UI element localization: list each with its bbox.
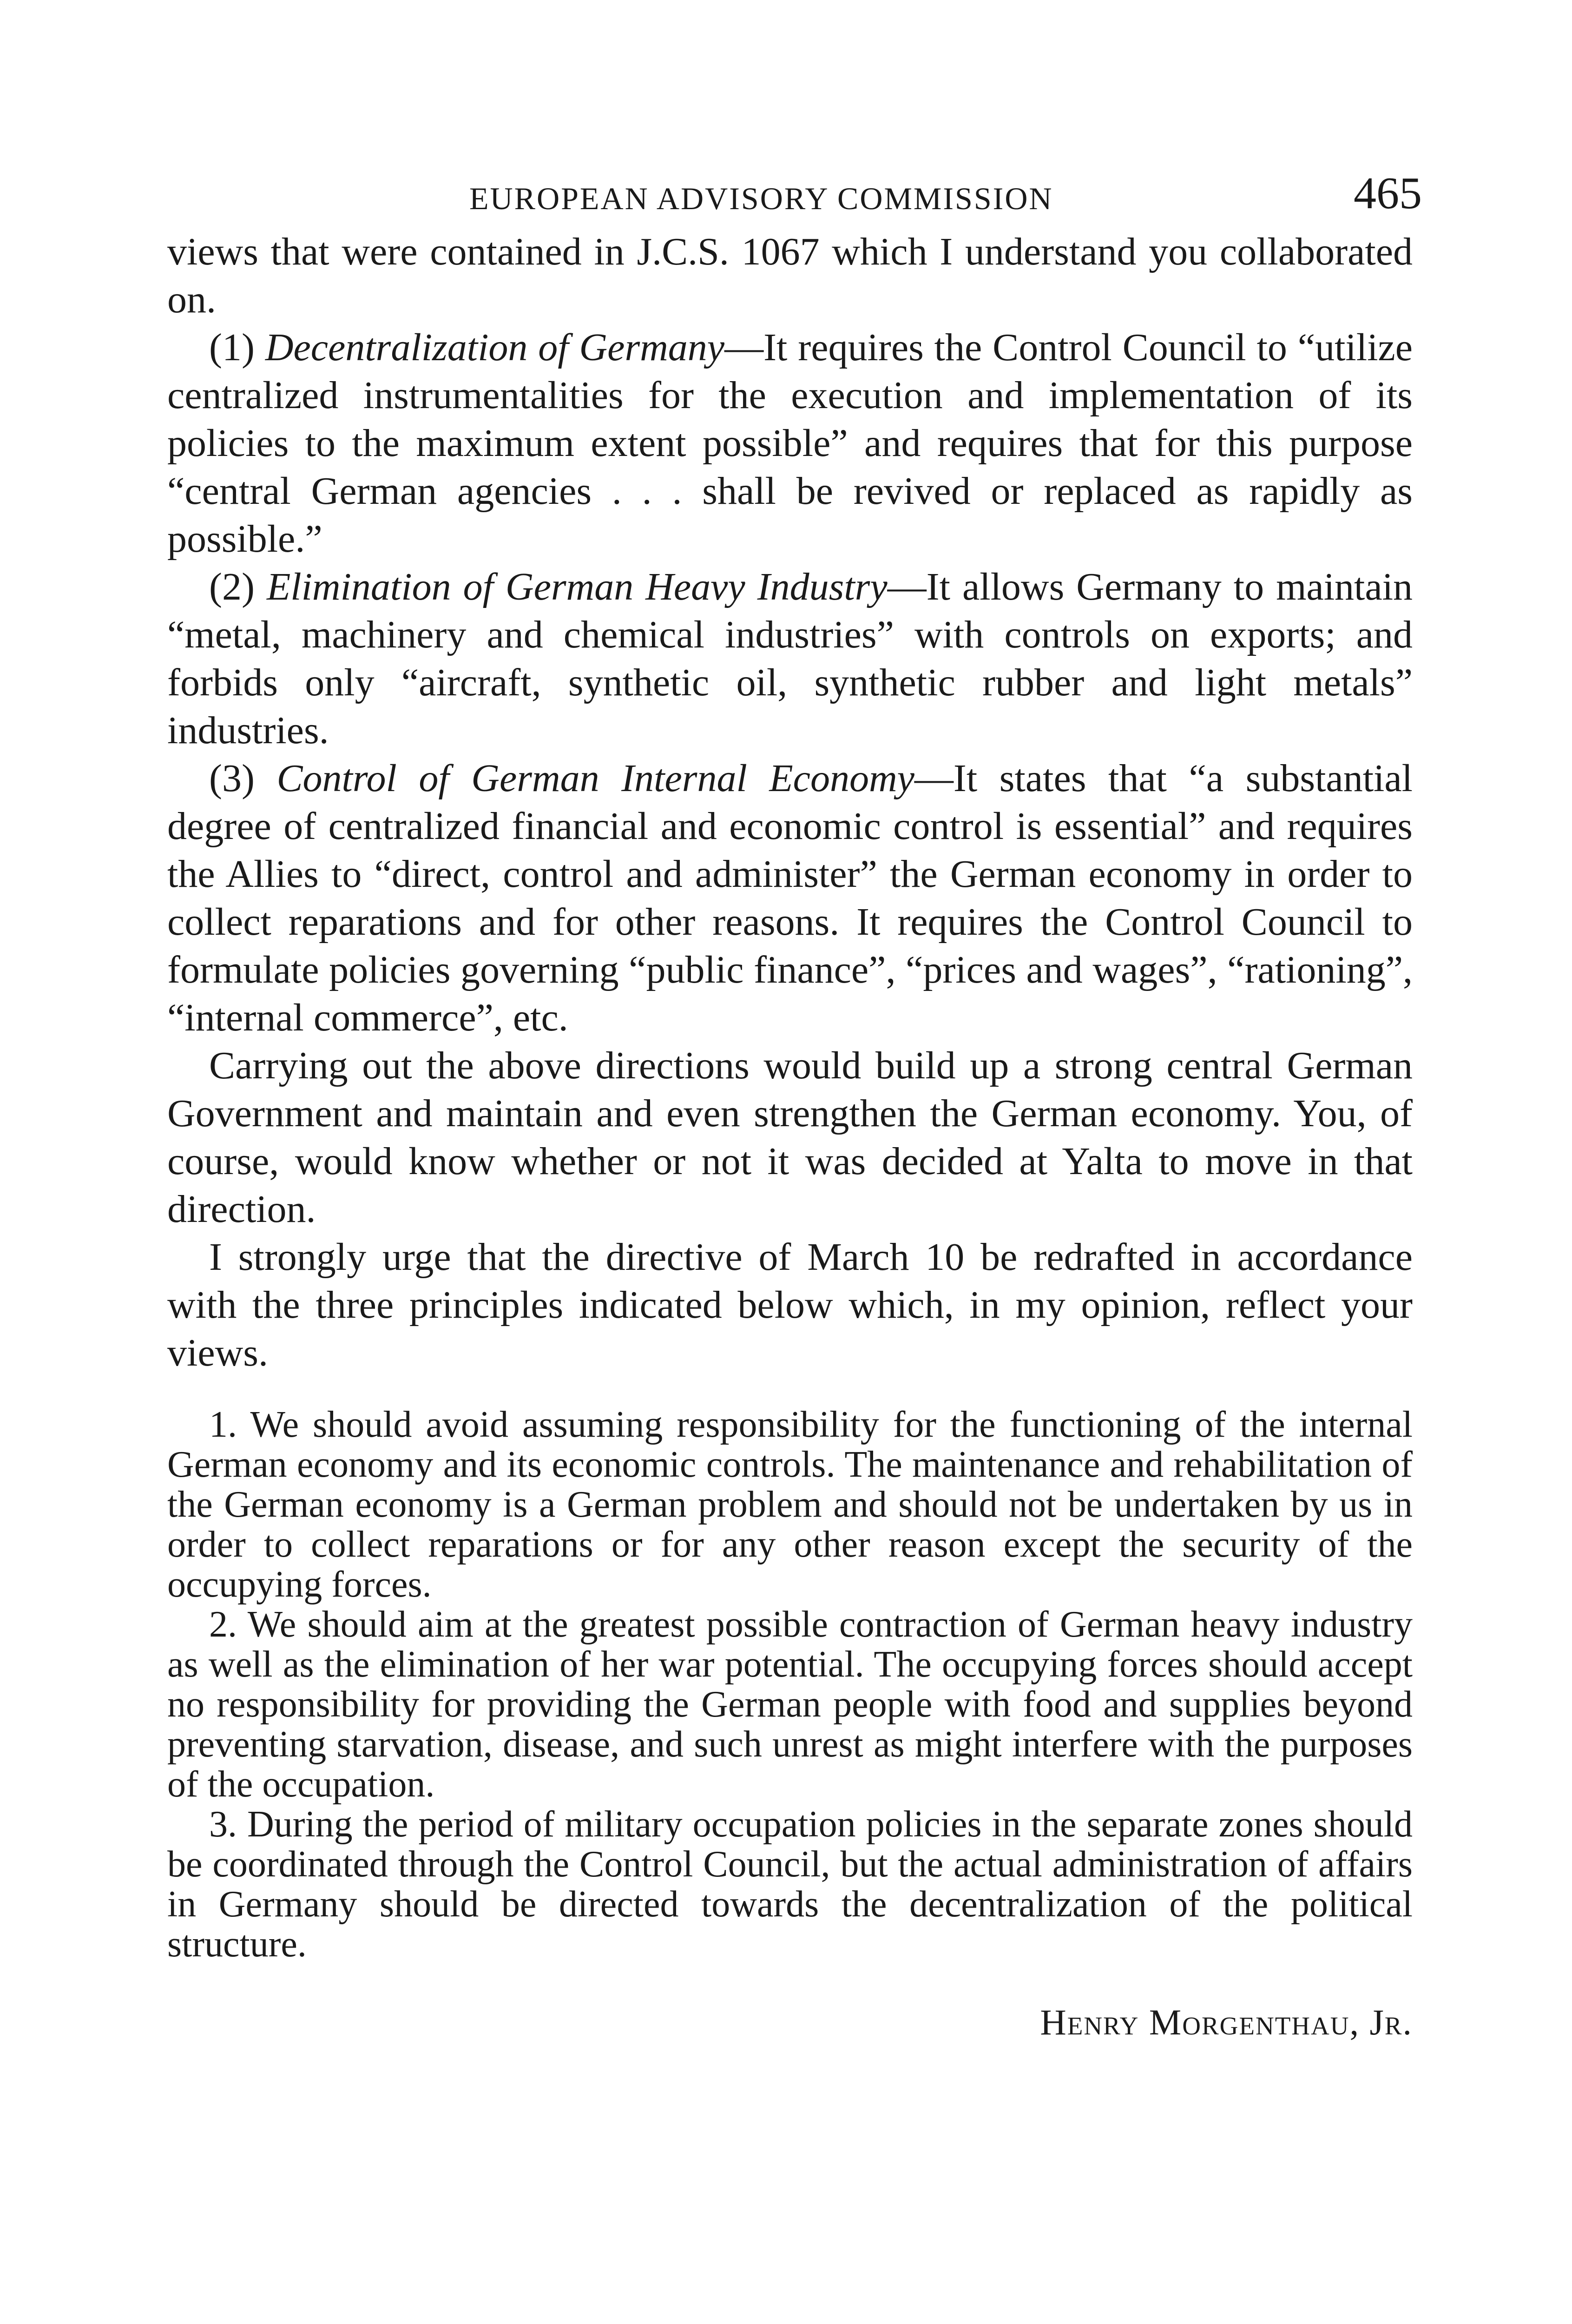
paragraph-internal-economy — [167, 754, 1413, 1042]
item-text: —It allows Germany to maintain “metal, machinery and chemical industries” with controls on exports; and forbids only “aircraft, synthetic oil, synthetic rubber and light metals” industries. — [167, 565, 1413, 752]
item-number: (2) — [209, 565, 255, 608]
body-text — [167, 228, 1413, 1377]
paragraph-heavy-industry — [167, 563, 1413, 754]
item-heading: Control of German Internal Economy — [276, 757, 914, 800]
paragraph-carrying-out: Carrying out the above directions would build up a strong central German Government and maintain and even strengthen the German economy. You, of course, would know whether or not it was decided at Yalta to move in that direction. — [167, 1044, 1413, 1231]
paragraph-continuation: views that were contained in J.C.S. 1067 which I understand you collaborated on. — [167, 230, 1413, 321]
item-number: (3) — [209, 757, 255, 800]
principles-list — [167, 1405, 1413, 1964]
principle-item: 2. We should aim at the greatest possible contraction of German heavy industry as well as the elimination of her war potential. The occupying forces should accept no responsibility for providing the German people with food and supplies beyond preventing starvation, disease, and such unrest as might interfere with the purposes of the occupation. — [167, 1604, 1413, 1805]
page-number: 465 — [1354, 168, 1422, 218]
item-number: (1) — [209, 326, 255, 369]
paragraph-urge: I strongly urge that the directive of March 10 be redrafted in accordance with the three principles indicated below which, in my opinion, reflect your views. — [167, 1235, 1413, 1374]
running-header — [167, 158, 1422, 218]
item-text: —It states that “a substantial degree of centralized financial and economic control is essential” and requires the Allies to “direct, control and administer” the German economy in order to collect reparations and for other reasons. It requires the Control Council to formulate policies governing “public finance”, “prices and wages”, “rationing”, “internal commerce”, etc. — [167, 757, 1413, 1039]
signature: Henry Morgenthau, Jr. — [1040, 2002, 1413, 2042]
running-title: EUROPEAN ADVISORY COMMISSION — [469, 181, 1053, 216]
paragraph-decentralization — [167, 324, 1413, 563]
item-text: —It requires the Control Council to “utilize centralized instrumentalities for the execution and implementation of its policies to the maximum extent possible” and requires that for this purpose “central German agencies . . . shall be revived or replaced as rapidly as possible.” — [167, 326, 1413, 561]
document-page — [167, 158, 1422, 2043]
principle-item: 1. We should avoid assuming responsibility for the functioning of the internal German economy and its economic controls. The maintenance and rehabilitation of the German economy is a German problem and should not be undertaken by us in order to collect reparations or for any other reason except the security of the occupying forces. — [167, 1404, 1413, 1605]
item-heading: Decentralization of Germany — [265, 326, 725, 369]
principle-item: 3. During the period of military occupation policies in the separate zones should be coordinated through the Control Council, but the actual administration of affairs in Germany should be directed towards the decentralization of the political structure. — [167, 1804, 1413, 1965]
item-heading: Elimination of German Heavy Industry — [266, 565, 888, 608]
